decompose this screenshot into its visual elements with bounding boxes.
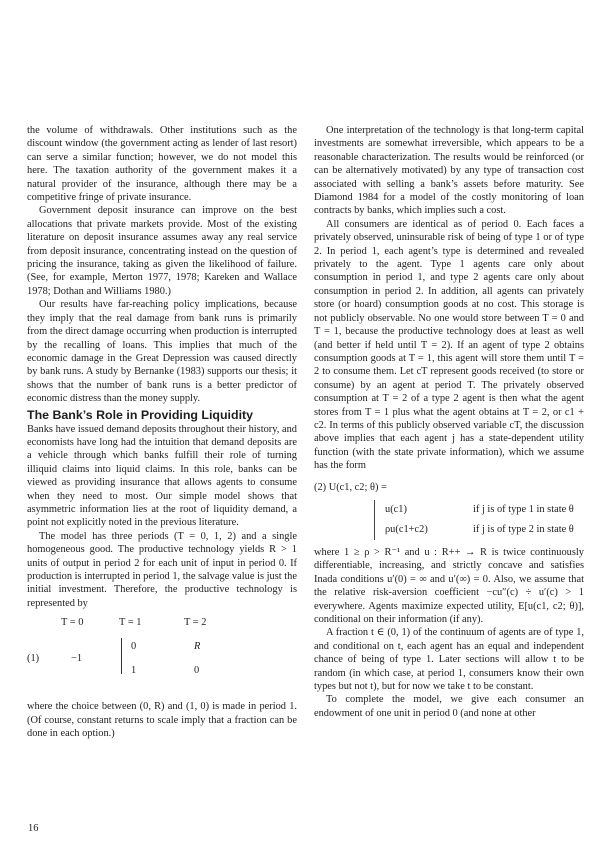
- eq1-option1-t2: R: [194, 641, 201, 653]
- paragraph: To complete the model, we give each consumer an endowment of one unit in period 0 (and none at other: [314, 694, 584, 719]
- left-column: [27, 124, 297, 740]
- eq1-header-t2: T = 2: [184, 617, 207, 629]
- eq2-lhs: (2) U(c1, c2; θ) =: [314, 481, 387, 493]
- eq2-cases: [374, 500, 584, 540]
- eq1-period0-value: −1: [71, 653, 83, 665]
- equation-2: [314, 481, 584, 540]
- eq2-case-2: [385, 520, 584, 540]
- right-column: [314, 124, 584, 720]
- equation-1: [27, 616, 297, 694]
- paragraph: The model has three periods (T = 0, 1, 2) and a single homogeneous good. The productive technology yields R > 1 units of output in period 2 for each unit of input in period 0. If production is interrupted in period 1, the salvage value is just the initial investment. Therefore, the productive technology is represented by: [27, 530, 297, 609]
- eq1-label: (1): [27, 653, 40, 665]
- eq2-case-1-condition: if j is of type 1 in state θ: [473, 503, 574, 515]
- eq2-case-1-function: u(c1): [385, 503, 407, 515]
- paragraph: Our results have far-reaching policy implications, because they imply that the real damage from bank runs is primarily from the direct damage occurring when production is interrupted by the recalling of loans. This implies that much of the economic damage in the Great Depression was caused directly by bank runs. A study by Bernanke (1983) supports our thesis; it shows that the number of bank runs is a better predictor of economic distress than the money supply.: [27, 299, 297, 405]
- page-number: 16: [28, 823, 39, 834]
- paragraph: the volume of withdrawals. Other institutions such as the discount window (the government acting as lender of last resort) can serve a similar function; however, we do not model this here. The taxation authority of the government makes it a natural provider of the insurance, although there may be a competitive fringe of private insurance.: [27, 125, 297, 204]
- paragraph: A fraction t ∈ (0, 1) of the continuum of agents are of type 1, and conditional on t, each agent has an equal and independent chance of being of type 1. Later sections will allow t to be random (in which case, at period 1, consumers know their own types but not t), but for now we take t to be constant.: [314, 627, 584, 693]
- paragraph: Government deposit insurance can improve on the best allocations that private markets provide. Most of the existing literature on deposit insurance assumes away any real service from deposit insurance, concentrating instead on the question of pricing the insurance, taking as given the likelihood of failure. (See, for example, Merton 1977, 1978; Kareken and Wallace 1978; Dothan and Williams 1980.): [27, 205, 297, 297]
- paragraph: where 1 ≥ ρ > R⁻¹ and u : R++ → R is twice continuously differentiable, increasing, and strictly concave and satisfies Inada conditions u′(0) = ∞ and u′(∞) = 0. Also, we assume that the relative risk-aversion coefficient −cu″(c) ÷ u′(c) > 1 everywhere. Agents maximize expected utility, E[u(c1, c2; θ)], conditional on their information (if any).: [314, 546, 584, 625]
- paragraph: where the choice between (0, R) and (1, 0) is made in period 1. (Of course, constant returns to scale imply that a fraction can be done in each option.): [27, 701, 297, 740]
- eq1-option1-t1: 0: [131, 641, 137, 653]
- section-heading: The Bank’s Role in Providing Liquidity: [27, 407, 254, 422]
- eq1-brace: [121, 638, 125, 674]
- eq1-header-t0: T = 0: [61, 617, 84, 629]
- eq2-case-1: [385, 500, 584, 520]
- eq1-option2-t2: 0: [194, 665, 200, 677]
- eq1-header-t1: T = 1: [119, 617, 142, 629]
- paragraph: All consumers are identical as of period 0. Each faces a privately observed, uninsurable risk of being of type 1 or of type 2. In period 1, each agent’s type is determined and revealed privately to the agent. Type 1 agents care only about consumption in period 1, and type 2 agents care only about consumption in period 2. In addition, all agents can privately store (or hoard) consumption goods at no cost. This storage is not publicly observable. No one would store between T = 0 and T = 1, because the productive technology does at least as well (and better if held until T = 2). If an agent of type 2 obtains consumption goods at T = 1, this agent will store them until T = 2 to consume them. Let cT represent goods received (to store or consume) by an agent at period T. The privately observed consumption at T = 2 of a type 2 agent is then what the agent stores from T = 1 plus what the agent obtains at T = 2, or c1 + c2. In terms of this publicly observed variable cT, the discussion above implies that each agent j has a state-dependent utility function (with the state private information), which we assume has the form: [314, 218, 584, 472]
- eq1-option2-t1: 1: [131, 665, 137, 677]
- paragraph: One interpretation of the technology is that long-term capital investments are somewhat irreversible, which appears to be a reasonable characterization. The results would be reinforced (or can be alternatively motivated) by any type of transaction cost associated with selling a bank’s assets before maturity. See Diamond 1984 for a model of the costly monitoring of loan contracts by banks, which implies such a cost.: [314, 125, 584, 217]
- eq2-case-2-function: ρu(c1+c2): [385, 523, 428, 535]
- eq2-case-2-condition: if j is of type 2 in state θ: [473, 523, 574, 535]
- paragraph: Banks have issued demand deposits throughout their history, and economists have long had the intuition that demand deposits are a vehicle through which banks fulfill their role of turning illiquid claims into liquid claims. In this role, banks can be viewed as providing insurance that allows agents to consume when they need to most. Our simple model shows that asymmetric information lies at the root of liquidity demand, a point not explicitly noted in the previous literature.: [27, 423, 297, 529]
